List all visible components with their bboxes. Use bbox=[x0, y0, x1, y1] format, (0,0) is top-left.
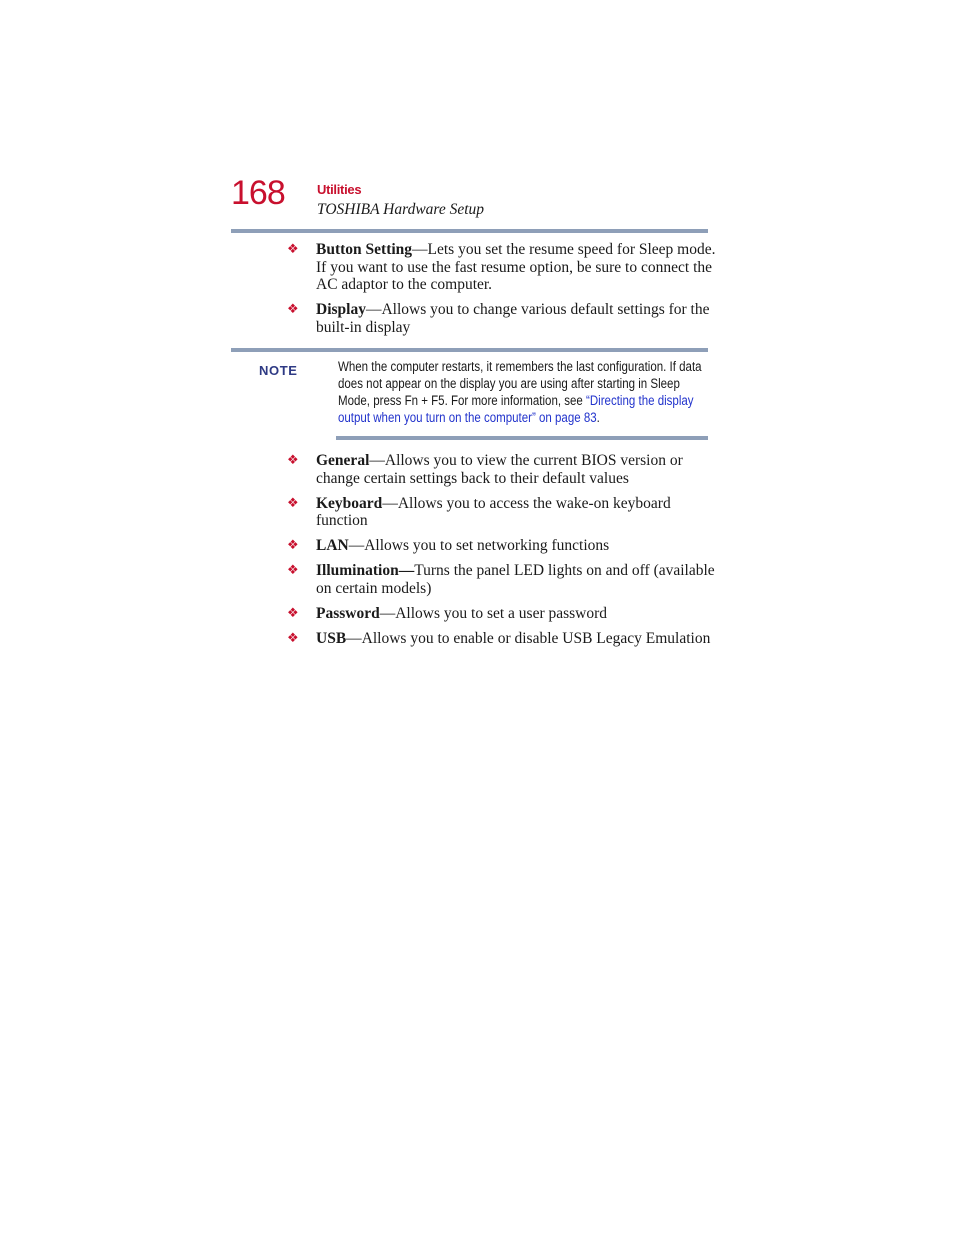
item-term: General bbox=[316, 452, 370, 469]
item-description: —Allows you to change various default settings for the built-in display bbox=[316, 301, 710, 336]
subsection-title: TOSHIBA Hardware Setup bbox=[317, 201, 485, 218]
note-text-after: . bbox=[596, 410, 600, 425]
list-item bbox=[286, 537, 716, 555]
item-term: Display bbox=[316, 301, 366, 318]
item-description: —Allows you to view the current BIOS version or change certain settings back to their default values bbox=[316, 452, 683, 487]
bullet-icon: ❖ bbox=[287, 453, 299, 468]
item-term: Button Setting bbox=[316, 241, 413, 258]
bullet-icon: ❖ bbox=[287, 605, 299, 621]
list-item bbox=[286, 630, 716, 648]
note-text-mid: . For more information, see bbox=[444, 393, 587, 408]
item-description: —Allows you to set a user password bbox=[379, 604, 608, 622]
settings-list-bottom bbox=[286, 452, 716, 655]
cross-reference-link[interactable]: “Directing the display output when you turn on the computer” on page 83 bbox=[338, 393, 694, 425]
item-term: USB bbox=[316, 629, 347, 647]
list-item bbox=[286, 562, 716, 597]
key-combo: Fn + F5 bbox=[404, 393, 445, 408]
item-description: Turns the panel LED lights on and off (available on certain models) bbox=[316, 562, 715, 597]
bullet-icon: ❖ bbox=[287, 563, 299, 578]
note-top-divider bbox=[231, 348, 708, 352]
item-term: Illumination— bbox=[316, 562, 415, 579]
bullet-icon: ❖ bbox=[287, 302, 299, 317]
item-description: —Allows you to set networking functions bbox=[348, 537, 610, 554]
item-description: —Allows you to enable or disable USB Legacy Emulation bbox=[346, 629, 711, 647]
note-bottom-divider bbox=[336, 436, 708, 440]
note-text bbox=[338, 358, 710, 426]
item-term: Keyboard bbox=[316, 494, 383, 512]
section-title: Utilities bbox=[317, 182, 362, 197]
bullet-icon: ❖ bbox=[287, 495, 299, 511]
list-item bbox=[286, 605, 716, 623]
note-text-before: When the computer restarts, it remembers the last configuration. If data does not appear on the display you are using after starting in Sleep Mode, press bbox=[338, 359, 702, 408]
header-divider bbox=[231, 229, 708, 233]
note-label: NOTE bbox=[259, 363, 298, 378]
list-item bbox=[286, 301, 716, 336]
list-item bbox=[286, 241, 716, 294]
item-term: LAN bbox=[316, 537, 349, 554]
page-number: 168 bbox=[231, 174, 285, 212]
bullet-icon: ❖ bbox=[287, 242, 299, 257]
list-item bbox=[286, 452, 716, 487]
item-description: —Lets you set the resume speed for Sleep mode. If you want to use the fast resume option, be sure to connect the AC adaptor to the computer. bbox=[316, 241, 716, 293]
bullet-icon: ❖ bbox=[287, 630, 299, 646]
item-description: —Allows you to access the wake-on keyboard function bbox=[316, 494, 671, 529]
bullet-icon: ❖ bbox=[287, 538, 299, 553]
item-term: Password bbox=[316, 604, 380, 622]
list-item bbox=[286, 495, 716, 530]
settings-list-top bbox=[286, 241, 716, 344]
